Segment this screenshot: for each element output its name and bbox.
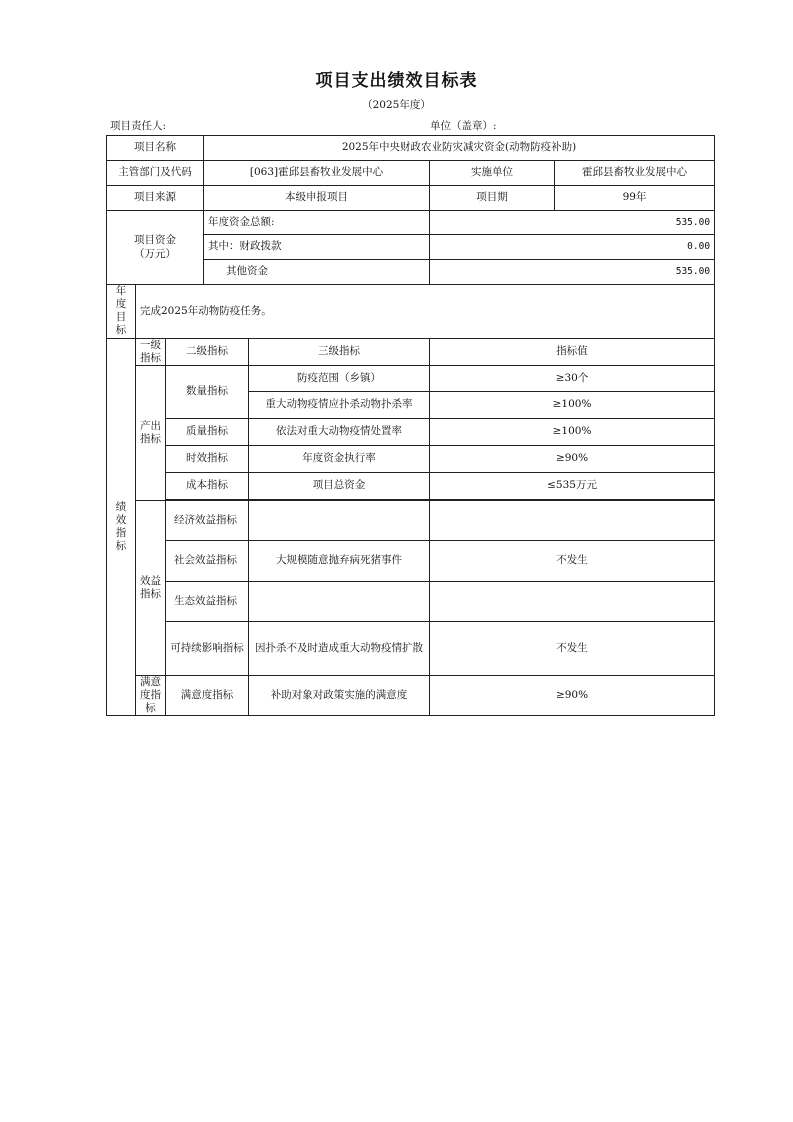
project-source-label: 项目来源 [107,186,204,211]
social-name: 大规模随意抛弃病死猪事件 [249,540,430,581]
satisfaction-label-line1: 满意 [140,675,161,688]
satisfaction-name: 补助对象对政策实施的满意度 [249,675,430,715]
performance-label-char: 标 [115,539,127,552]
row-department [107,161,715,186]
quality-name: 依法对重大动物疫情处置率 [249,418,430,445]
satisfaction-value: ≥90% [430,675,715,715]
fiscal-allocation-label: 其中：财政拨款 [204,235,430,260]
quantity-1-name: 防疫范围（乡镇） [249,365,430,391]
col-level1-header [136,338,166,365]
page-title: 项目支出绩效目标表 [315,71,478,91]
output-indicator-label [136,365,166,500]
project-funds-label-line1: 项目资金 [134,234,176,247]
performance-indicator-label [107,338,136,716]
implementing-unit-label: 实施单位 [430,161,555,186]
col-value-header: 指标值 [430,338,715,365]
satisfaction-indicator-label [136,675,166,715]
quantity-2-name: 重大动物疫情应扑杀动物扑杀率 [249,391,430,418]
fiscal-allocation-value: 0.00 [430,235,715,260]
col-level3-header: 三级指标 [249,338,430,365]
ecological-indicator-label: 生态效益指标 [166,581,249,621]
annual-goal-label [107,285,136,339]
quantity-1-value: ≥30个 [430,365,715,391]
project-funds-label [107,211,204,285]
row-quantity-1 [107,365,715,391]
responsible-person-label: 项目责任人: [110,120,167,132]
implementing-unit-value: 霍邱县畜牧业发展中心 [555,161,715,186]
performance-target-table [106,135,715,716]
cost-value: ≤535万元 [430,472,715,499]
performance-label-char: 绩 [115,500,127,513]
other-funds-label: 其他资金 [204,260,430,285]
economic-value [430,500,715,540]
quality-value: ≥100% [430,418,715,445]
satisfaction-label-line2: 度指 [140,688,161,701]
row-funds-total [107,211,715,235]
row-annual-goal [107,285,715,339]
economic-name [249,500,430,540]
unit-seal-label: 单位（盖章）: [430,120,497,132]
cost-indicator-label: 成本指标 [166,472,249,499]
quality-indicator-label: 质量指标 [166,418,249,445]
project-period-label: 项目期 [430,186,555,211]
row-source [107,186,715,211]
benefit-label-line1: 效益 [140,574,161,587]
other-funds-value: 535.00 [430,260,715,285]
annual-goal-label-line1: 年度 [115,285,127,311]
row-timeliness [107,445,715,472]
row-satisfaction [107,675,715,715]
project-source-value: 本级申报项目 [204,186,430,211]
row-quality [107,418,715,445]
fiscal-year: （2025年度） [362,99,431,111]
satisfaction-sub-label: 满意度指标 [166,675,249,715]
satisfaction-label-line3: 标 [145,702,156,714]
output-label-line1: 产出 [140,419,161,432]
economic-indicator-label: 经济效益指标 [166,500,249,540]
social-indicator-label: 社会效益指标 [166,540,249,581]
department-value: [063]霍邱县畜牧业发展中心 [204,161,430,186]
timeliness-name: 年度资金执行率 [249,445,430,472]
total-funds-label: 年度资金总额: [204,211,430,235]
benefit-label-line2: 指标 [140,587,161,600]
performance-label-char: 指 [115,526,127,539]
sustainable-value: 不发生 [430,621,715,675]
row-sustainable [107,621,715,675]
project-funds-label-line2: （万元） [134,247,176,260]
row-project-name [107,136,715,161]
quantity-indicator-label: 数量指标 [166,365,249,418]
quantity-2-value: ≥100% [430,391,715,418]
timeliness-indicator-label: 时效指标 [166,445,249,472]
col-level1-line1: 一级 [140,338,161,351]
row-economic [107,500,715,540]
row-indicator-header [107,338,715,365]
sustainable-name: 因扑杀不及时造成重大动物疫情扩散 [249,621,430,675]
benefit-indicator-label [136,500,166,675]
row-social [107,540,715,581]
cost-name: 项目总资金 [249,472,430,499]
ecological-value [430,581,715,621]
performance-label-char: 效 [115,513,127,526]
social-value: 不发生 [430,540,715,581]
col-level2-header: 二级指标 [166,338,249,365]
annual-goal-text: 完成2025年动物防疫任务。 [136,285,715,339]
row-ecological [107,581,715,621]
row-cost [107,472,715,499]
col-level1-line2: 指标 [140,351,161,364]
project-name-label: 项目名称 [107,136,204,161]
timeliness-value: ≥90% [430,445,715,472]
project-period-value: 99年 [555,186,715,211]
ecological-name [249,581,430,621]
sustainable-indicator-label: 可持续影响指标 [166,621,249,675]
project-name-value: 2025年中央财政农业防灾减灾资金(动物防疫补助) [204,136,715,161]
department-label: 主管部门及代码 [107,161,204,186]
output-label-line2: 指标 [140,432,161,445]
annual-goal-label-line2: 目标 [115,311,127,337]
total-funds-value: 535.00 [430,211,715,235]
